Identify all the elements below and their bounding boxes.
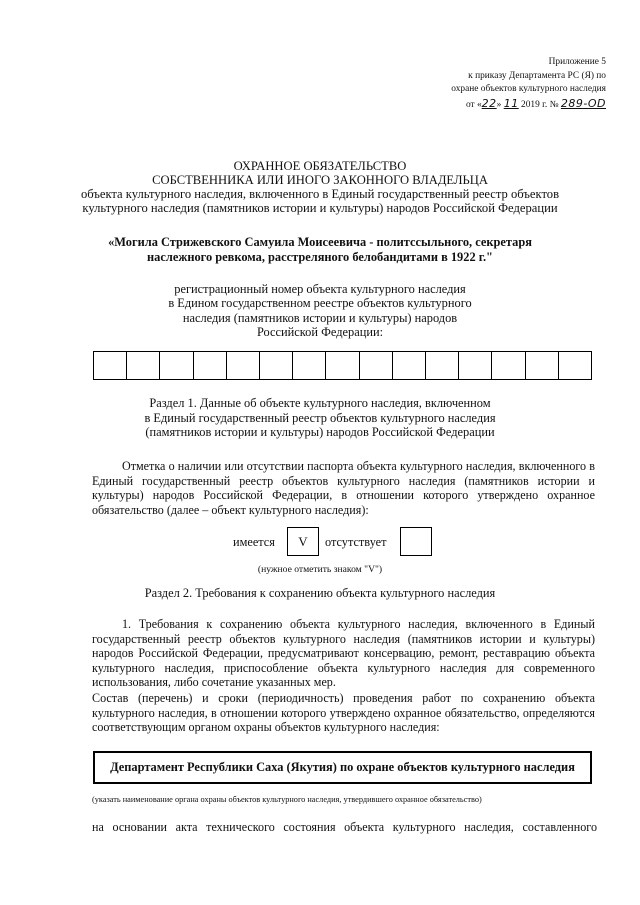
regnum-cell[interactable] [326, 352, 359, 379]
passport-checkboxes [0, 527, 640, 557]
closing-line: на основании акта технического состояния объекта культурного наследия, составленного [92, 820, 597, 834]
regnum-cell[interactable] [227, 352, 260, 379]
regnum-cell[interactable] [194, 352, 227, 379]
appendix-department: охране объектов культурного наследия [451, 84, 606, 94]
regnum-cell[interactable] [426, 352, 459, 379]
section2-heading: Раздел 2. Требования к сохранению объекта культурного наследия [144, 586, 496, 600]
passport-absent-label: отсутствует [325, 535, 387, 549]
requirements-item-1: 1. Требования к сохранению объекта культурного наследия, включенного в Единый государственный реестр объектов культурного наследия (памятников истории и культуры) народов Российской Федерации, предусматривают консервацию, ремонт, реставрацию объекта культурного наследия, приспособление объекта культурного наследия для современного использования, либо сочетание указанных мер. [92, 617, 595, 690]
handwritten-month: 11 [503, 96, 519, 110]
regnum-cell[interactable] [94, 352, 127, 379]
regnum-cell[interactable] [393, 352, 426, 379]
regnum-cell[interactable] [260, 352, 293, 379]
regnum-cell[interactable] [459, 352, 492, 379]
regnum-cell[interactable] [293, 352, 326, 379]
passport-present-label: имеется [233, 535, 275, 549]
passport-absent-checkbox[interactable] [400, 527, 432, 556]
passport-present-checkbox[interactable]: V [287, 527, 319, 556]
regnum-cell[interactable] [492, 352, 525, 379]
appendix-title: Приложение 5 [548, 57, 606, 67]
section1-heading: Раздел 1. Данные об объекте культурного наследия, включенном в Единый государственный реестр объектов культурного наследия (памятников истории и культуры) народов Российской Федерации [144, 396, 496, 439]
handwritten-day: 22 [481, 96, 497, 110]
document-title: ОХРАННОЕ ОБЯЗАТЕЛЬСТВО СОБСТВЕННИКА ИЛИ ИНОГО ЗАКОННОГО ВЛАДЕЛЬЦА объекта культурного наследия, включенного в Единый государственный реестр объектов культурного наследия (памятников истории и культуры) народов Российской Федерации [80, 159, 560, 215]
passport-hint: (нужное отметить знаком "V") [257, 564, 383, 575]
appendix-date-number: от «22» 11 2019 г. № 289-OD [465, 96, 606, 110]
works-composition-paragraph: Состав (перечень) и сроки (периодичность) проведения работ по сохранению объекта культурного наследия, в отношении которого утверждено охранное обязательство, определяются соответствующим органом охраны объектов культурного наследия: [92, 691, 595, 735]
regnum-cell[interactable] [360, 352, 393, 379]
handwritten-number: 289-OD [560, 96, 606, 110]
appendix-header [396, 56, 606, 112]
passport-paragraph: Отметка о наличии или отсутствии паспорта объекта культурного наследия, включенного в Единый государственный реестр объектов культурного наследия (памятников истории и культуры) народов Российской Федерации, в отношении которого утверждено охранное обязательство (далее – объект культурного наследия): [92, 459, 595, 517]
registration-number-boxes[interactable] [93, 351, 592, 380]
object-name: «Могила Стрижевского Самуила Моисеевича - политссыльного, секретаря наслежного ревкома, расстреляного белобандитами в 1922 г." [108, 235, 532, 264]
registration-number-caption: регистрационный номер объекта культурного наследия в Едином государственном реестре объектов культурного наследия (памятников истории и культуры) народов Российской Федерации: [168, 282, 472, 340]
regnum-cell[interactable] [160, 352, 193, 379]
regnum-cell[interactable] [127, 352, 160, 379]
appendix-order: к приказу Департамента РС (Я) по [468, 70, 606, 81]
authority-name-box[interactable]: Департамент Республики Саха (Якутия) по охране объектов культурного наследия [93, 751, 592, 784]
authority-hint: (указать наименование органа охраны объектов культурного наследия, утвердившего охранное обязательство) [92, 795, 482, 804]
regnum-cell[interactable] [559, 352, 591, 379]
regnum-cell[interactable] [526, 352, 559, 379]
